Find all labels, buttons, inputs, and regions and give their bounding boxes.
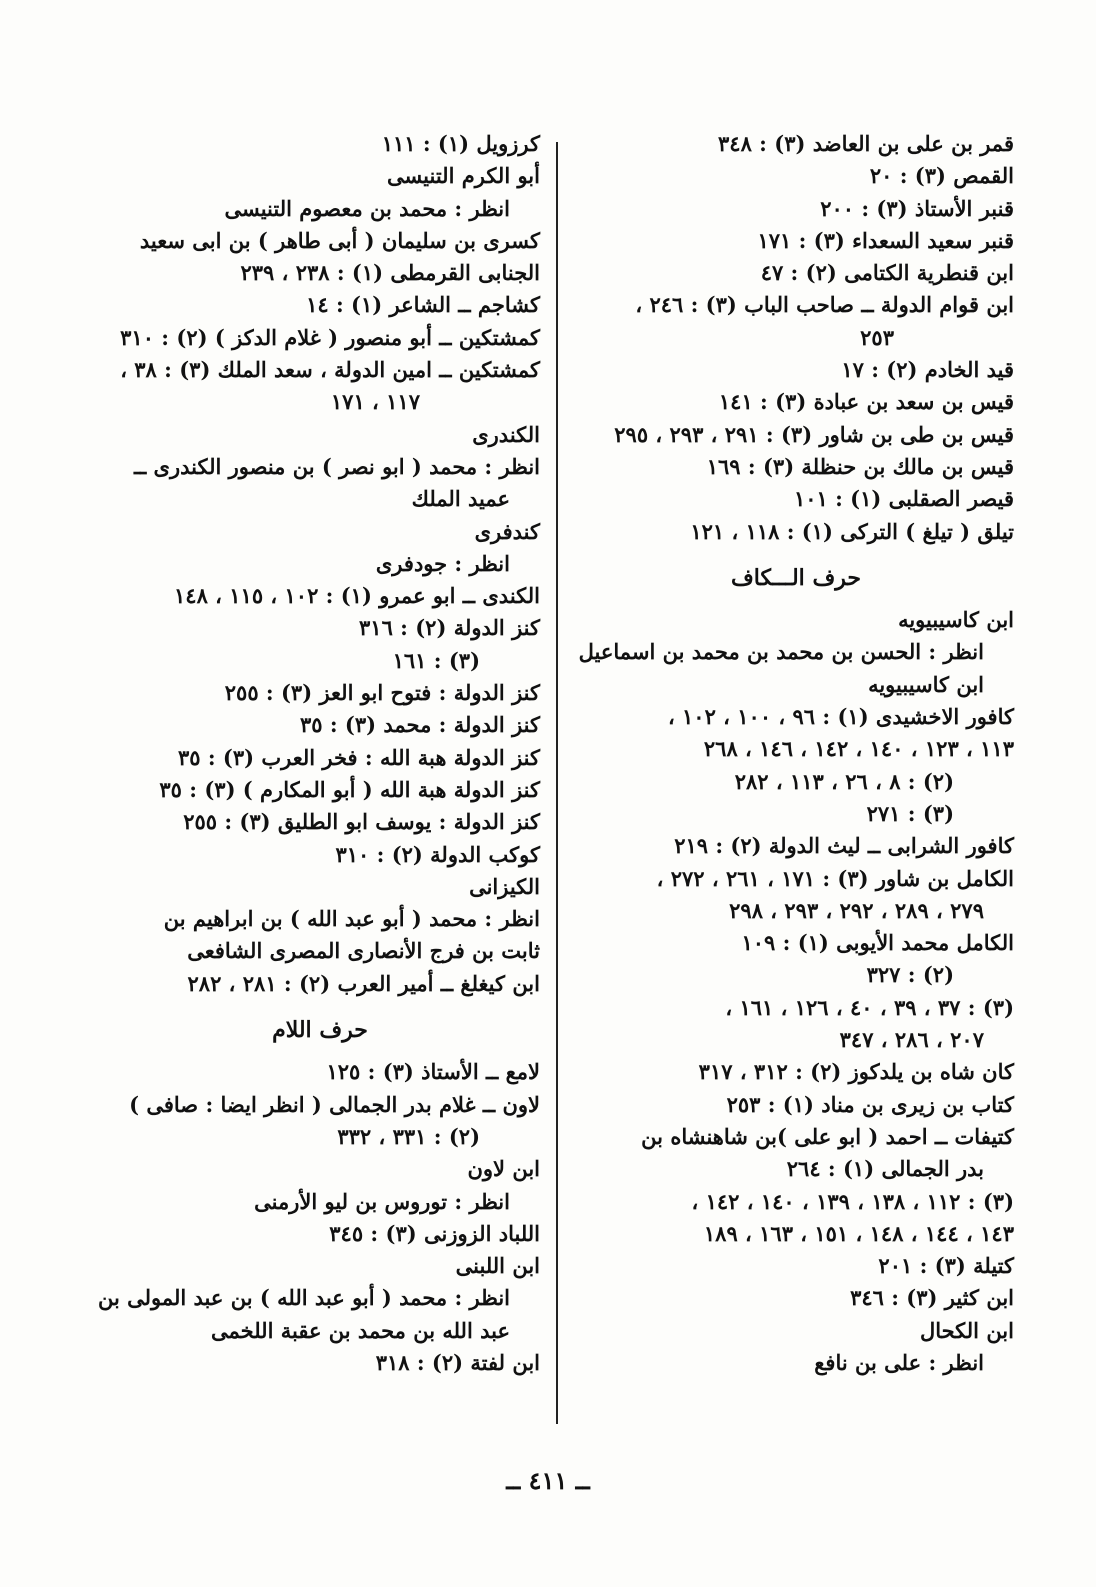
index-entry: ابن لفتة (٢) : ٣١٨ (375, 1349, 540, 1375)
index-entry-continuation: (٣) : ١٦١ (392, 647, 480, 673)
column-divider (556, 142, 558, 1424)
section-heading-lam: حرف اللام (272, 1017, 368, 1044)
index-entry: كسرى بن سليمان ( أبى طاهر ) بن ابى سعيد (139, 227, 540, 253)
index-entry: كنز الدولة : محمد (٣) : ٣٥ (299, 712, 540, 738)
index-entry: كتاب بن زيرى بن مناد (١) : ٢٥٣ (726, 1091, 1014, 1117)
index-entry-continuation: ٢٠٧ ، ٢٨٦ ، ٣٤٧ (839, 1027, 984, 1053)
index-entry: كافور الاخشيدى (١) : ٩٦ ، ١٠٠ ، ١٠٢ ، (667, 704, 1014, 730)
index-entry-continuation: (٢) : ٣٢٧ (866, 962, 954, 988)
index-entry: الكامل محمد الأيوبى (١) : ١٠٩ (741, 930, 1014, 956)
index-cross-reference: ابن كاسيبيويه (868, 671, 984, 697)
index-entry-continuation: (٣) : ١١٢ ، ١٣٨ ، ١٣٩ ، ١٤٠ ، ١٤٢ ، (691, 1188, 1014, 1214)
index-entry-continuation: ٢٥٣ (860, 324, 894, 350)
index-entry-continuation: الجنابى القرمطى (١) : ٢٣٨ ، ٢٣٩ (240, 260, 540, 286)
index-cross-reference: انظر : جودفرى (375, 550, 510, 576)
index-entry-continuation: (٢) : ٨ ، ٢٦ ، ١١٣ ، ٢٨٢ (734, 768, 954, 794)
index-entry: قنبر الأستاذ (٣) : ٢٠٠ (820, 195, 1014, 221)
index-entry: الكندرى (472, 421, 540, 447)
index-entry: الكامل بن شاور (٣) : ١٧١ ، ٢٦١ ، ٢٧٢ ، (656, 865, 1014, 891)
index-entry: لاون ــ غلام بدر الجمالى ( انظر ايضا : صافى ) (129, 1091, 540, 1117)
index-entry: لامع ــ الأستاذ (٣) : ١٢٥ (326, 1059, 540, 1085)
index-entry: الكندى ــ ابو عمرو (١) : ١٠٢ ، ١١٥ ، ١٤٨ (174, 583, 540, 609)
index-entry: قمر بن على بن العاضد (٣) : ٣٤٨ (718, 131, 1014, 156)
index-entry-continuation: (٣) : ٣٧ ، ٣٩ ، ٤٠ ، ١٢٦ ، ١٦١ ، (725, 994, 1014, 1020)
index-entry: ابن لاون (467, 1156, 540, 1182)
index-entry: ابن كيغلغ ــ أمير العرب (٢) : ٢٨١ ، ٢٨٢ (187, 970, 540, 996)
index-entry: القمص (٣) : ٢٠ (869, 163, 1014, 189)
index-entry-continuation: بدر الجمالى (١) : ٢٦٤ (786, 1156, 984, 1182)
index-entry: كنز الدولة (٢) : ٣١٦ (359, 615, 540, 641)
section-heading-kaf: حرف الـــكاف (730, 564, 861, 591)
index-cross-reference: انظر : الحسن بن محمد بن محمد بن اسماعيل (578, 639, 984, 665)
index-entry: كافور الشرابى ــ ليث الدولة (٢) : ٢١٩ (674, 833, 1014, 859)
index-entry: الكيزانى (469, 873, 540, 899)
index-entry: قيس بن مالك بن حنظلة (٣) : ١٦٩ (706, 453, 1014, 479)
index-entry-continuation: ثابت بن فرج الأنصارى المصرى الشافعى (187, 938, 540, 964)
index-entry: ابن قوام الدولة ــ صاحب الباب (٣) : ٢٤٦ ، (635, 292, 1014, 318)
index-entry: كنز الدولة : فتوح ابو العز (٣) : ٢٥٥ (224, 680, 540, 706)
index-entry: كان شاه بن يلدكوز (٢) : ٣١٢ ، ٣١٧ (698, 1059, 1014, 1085)
index-entry: كتيفات ــ احمد ( ابو على )بن شاهنشاه بن (641, 1123, 1014, 1149)
index-entry: قيصر الصقلبى (١) : ١٠١ (793, 486, 1014, 512)
index-entry: ابن الكحال (919, 1317, 1014, 1343)
index-entry: ابن قنطرية الكتامى (٢) : ٤٧ (760, 260, 1014, 286)
index-entry: كمشتكين ــ امين الدولة ، سعد الملك (٣) : ٣٨ ، (120, 357, 540, 383)
index-cross-reference: انظر : محمد ( أبو عبد الله ) بن ابراهيم بن (163, 906, 540, 932)
index-entry: ابن اللبنى (455, 1253, 540, 1279)
index-entry-continuation: ١١٧ ، ١٧١ (330, 389, 420, 415)
index-entry: كنز الدولة هبة الله ( أبو المكارم ) (٣) : ٣٥ (159, 776, 540, 802)
index-entry: اللباد الزوزنى (٣) : ٣٤٥ (329, 1220, 540, 1246)
index-entry: كتيلة (٣) : ٢٠١ (878, 1253, 1014, 1279)
index-entry: كشاجم ــ الشاعر (١) : ١٤ (306, 292, 540, 318)
index-entry: قيس بن سعد بن عبادة (٣) : ١٤١ (718, 389, 1014, 415)
index-entry-continuation: ١٤٣ ، ١٤٤ ، ١٤٨ ، ١٥١ ، ١٦٣ ، ١٨٩ (703, 1220, 1014, 1246)
index-cross-reference: انظر : محمد بن معصوم التنيسى (224, 195, 510, 221)
index-entry: كوكب الدولة (٢) : ٣١٠ (335, 841, 540, 867)
index-entry: ابن كثير (٣) : ٣٤٦ (850, 1285, 1014, 1311)
index-entry: قيد الخادم (٢) : ١٧ (841, 357, 1014, 383)
index-cross-reference: انظر : على بن نافع (814, 1349, 984, 1375)
index-cross-reference: انظر : توروس بن ليو الأرمنى (254, 1188, 510, 1214)
right-column (578, 128, 1014, 1379)
index-entry: قيس بن طى بن شاور (٣) : ٢٩١ ، ٢٩٣ ، ٢٩٥ (614, 421, 1014, 447)
page-number: ــ ٤١١ ــ (506, 1466, 590, 1495)
index-entry: كندفرى (474, 518, 540, 544)
index-cross-reference: انظر : محمد ( ابو نصر ) بن منصور الكندرى ــ (133, 453, 540, 479)
index-entry-continuation: عميد الملك (411, 486, 510, 512)
index-entry: كنز الدولة : يوسف ابو الطليق (٣) : ٢٥٥ (183, 809, 540, 835)
index-entry: كمشتكين ــ أبو منصور ( غلام الدكز ) (٢) : ٣١٠ (120, 324, 540, 350)
index-entry-continuation: (٣) : ٢٧١ (866, 800, 954, 826)
index-entry-continuation: (٢) : ٣٣١ ، ٣٣٢ (337, 1123, 480, 1149)
index-cross-reference: انظر : محمد ( أبو عبد الله ) بن عبد المولى بن (97, 1285, 510, 1311)
index-entry: قنبر سعيد السعداء (٣) : ١٧١ (757, 227, 1014, 253)
index-entry: تيلق ( تيلغ ) التركى (١) : ١١٨ ، ١٢١ (690, 518, 1014, 544)
index-entry-continuation: عبد الله بن محمد بن عقبة اللخمى (211, 1317, 510, 1343)
index-entry: أبو الكرم التنيسى (386, 163, 540, 189)
index-entry: ابن كاسيبيويه (898, 607, 1014, 633)
left-column (97, 128, 540, 1379)
index-entry-continuation: ٢٧٩ ، ٢٨٩ ، ٢٩٢ ، ٢٩٣ ، ٢٩٨ (729, 897, 984, 923)
index-entry: كرزويل (١) : ١١١ (381, 131, 540, 156)
index-entry-continuation: ١١٣ ، ١٢٣ ، ١٤٠ ، ١٤٢ ، ١٤٦ ، ٢٦٨ (703, 736, 1014, 762)
index-entry: كنز الدولة هبة الله : فخر العرب (٣) : ٣٥ (177, 744, 540, 770)
